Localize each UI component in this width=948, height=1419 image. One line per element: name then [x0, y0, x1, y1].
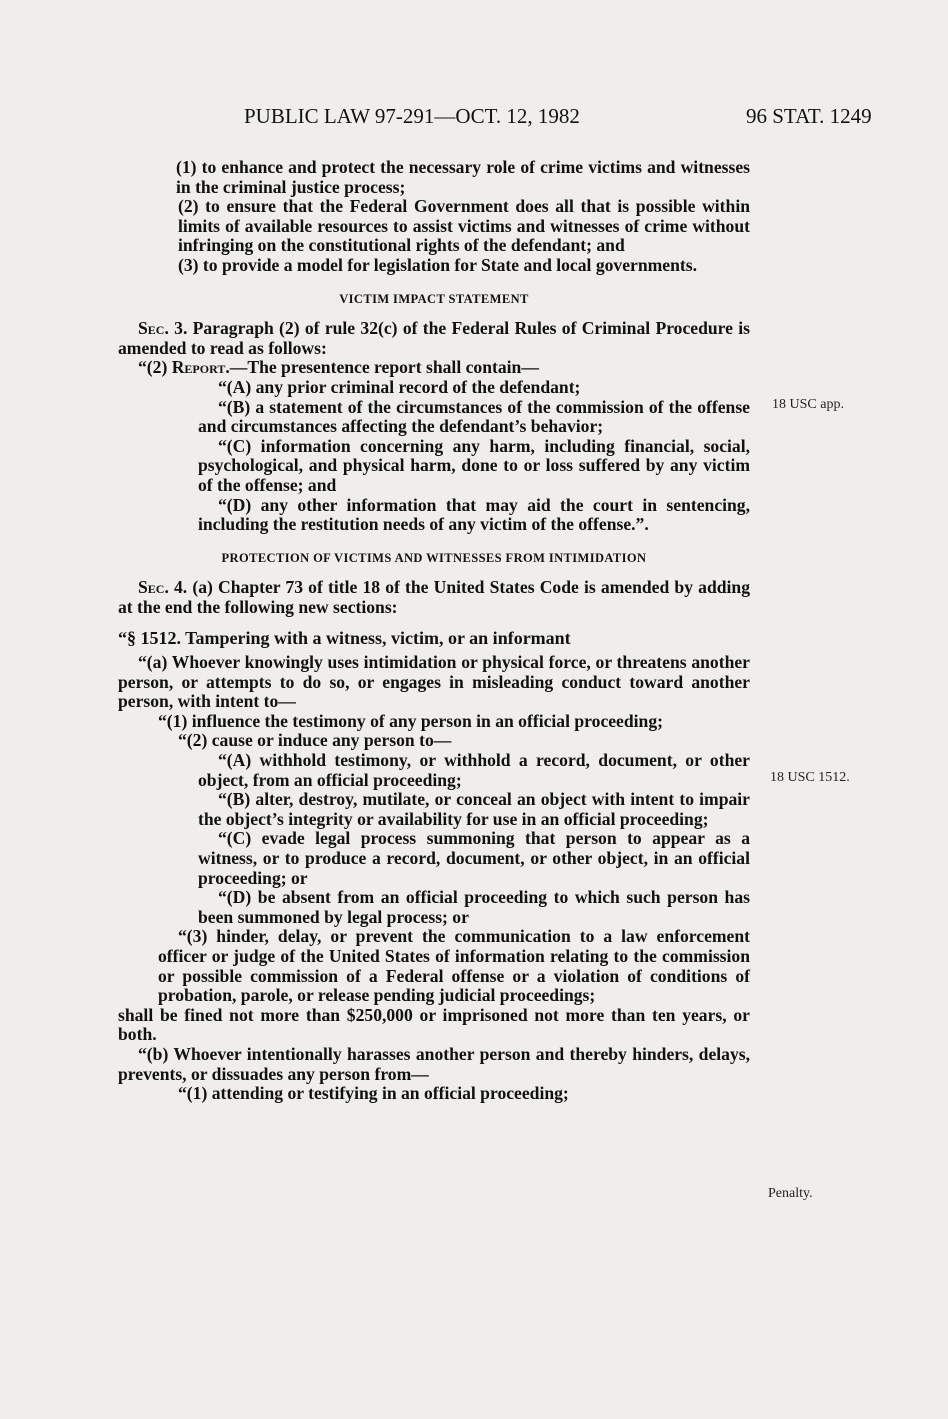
report-text: —The presentence report shall contain— — [229, 357, 539, 378]
section-1512-heading: “§ 1512. Tampering with a witness, victim, or an informant — [118, 628, 571, 649]
subsection-a-3: “(3) hinder, delay, or prevent the communication to a law enforcement officer or judge of the United States of information relating to the commission or possible commission of a Federal offense or a violation of conditions of probation, parole, or release pending judicial proceedings; — [158, 926, 750, 1006]
report-item-a: “(A) any prior criminal record of the defendant; — [218, 376, 581, 397]
section-4-text: (a) Chapter 73 of title 18 of the United States Code is amended by adding at the end the following new sections: — [118, 577, 751, 617]
margin-note-usc-1512: 18 USC 1512. — [770, 770, 850, 785]
subsection-a-2-C: “(C) evade legal process summoning that person to appear as a witness, or to produce a record, document, or other object, in an official proceeding; or — [198, 828, 750, 888]
page-header — [0, 104, 948, 134]
subsection-b-intro: “(b) Whoever intentionally harasses another person and thereby hinders, delays, prevents, or dissuades any person from— — [118, 1043, 750, 1084]
report-item-d: “(D) any other information that may aid the court in sentencing, including the restitution needs of any victim of the offense.”. — [198, 494, 750, 535]
subsection-b-1: “(1) attending or testifying in an official proceeding; — [178, 1083, 569, 1104]
subsection-a-2-B: “(B) alter, destroy, mutilate, or conceal an object with intent to impair the object’s integrity or availability for use in an official proceeding; — [198, 789, 750, 829]
section-4-label: Sec. 4. — [138, 577, 188, 598]
purpose-3: (3) to provide a model for legislation for State and local governments. — [178, 254, 697, 275]
report-item-c: “(C) information concerning any harm, including financial, social, psychological, and physical harm, done to or loss suffered by any victim of the offense; and — [198, 435, 750, 495]
section-3-intro — [118, 319, 750, 358]
report-paragraph — [118, 358, 750, 378]
document-body — [118, 158, 750, 1104]
margin-note-penalty: Penalty. — [768, 1186, 813, 1201]
subsection-a-2-A: “(A) withhold testimony, or withhold a record, document, or other object, from an official proceeding; — [198, 750, 750, 790]
section-heading-protection: PROTECTION OF VICTIMS AND WITNESSES FROM INTIMIDATION — [221, 550, 647, 565]
header-title: PUBLIC LAW 97-291—OCT. 12, 1982 — [244, 104, 580, 128]
subsection-a-intro: “(a) Whoever knowingly uses intimidation or physical force, or threatens another person, or attempts to do so, or engages in misleading conduct toward another person, with intent to— — [118, 652, 750, 712]
subsection-a-1: “(1) influence the testimony of any person in an official proceeding; — [158, 710, 663, 731]
header-stat-page: 96 STAT. 1249 — [746, 104, 872, 128]
report-item-b: “(B) a statement of the circumstances of the commission of the offense and circumstances affecting the defendant’s behavior; — [198, 396, 750, 437]
report-label: “(2) Report. — [138, 357, 230, 378]
section-4-intro — [118, 578, 750, 617]
section-3-text: Paragraph (2) of rule 32(c) of the Federal Rules of Criminal Procedure is amended to read as follows: — [118, 318, 750, 358]
purpose-1: (1) to enhance and protect the necessary role of crime victims and witnesses in the criminal justice process; — [176, 157, 750, 197]
section-heading-victim-impact: VICTIM IMPACT STATEMENT — [339, 291, 529, 306]
margin-note-usc-app: 18 USC app. — [772, 397, 844, 412]
subsection-a-2-D: “(D) be absent from an official proceeding to which such person has been summoned by legal process; or — [198, 887, 750, 927]
section-3-label: Sec. 3. — [138, 318, 188, 339]
penalty-text: shall be fined not more than $250,000 or imprisoned not more than ten years, or both. — [118, 1004, 750, 1045]
purpose-2: (2) to ensure that the Federal Government does all that is possible within limits of available resources to assist victims and witnesses of crime without infringing on the constitutional rights of the defendant; and — [178, 196, 750, 256]
subsection-a-2: “(2) cause or induce any person to— — [178, 730, 452, 751]
